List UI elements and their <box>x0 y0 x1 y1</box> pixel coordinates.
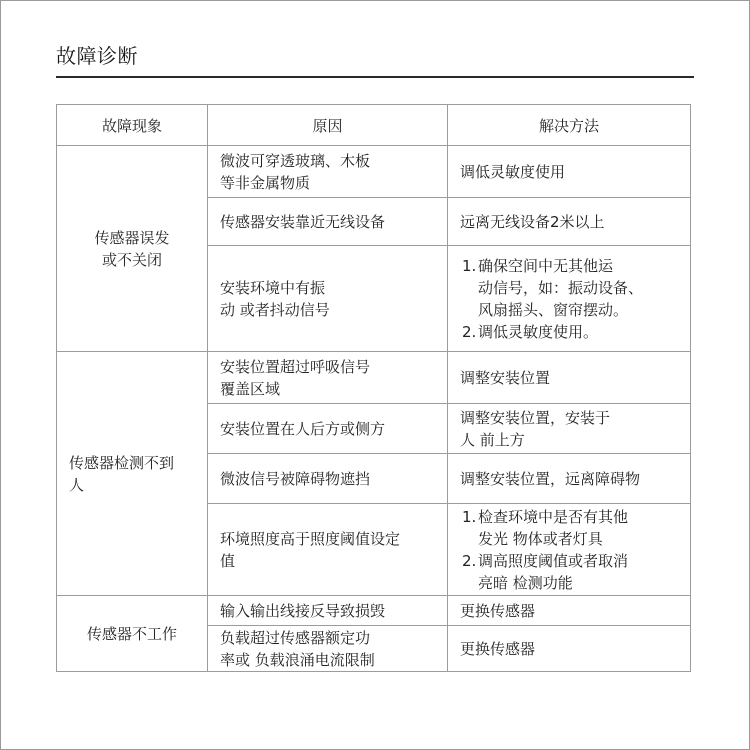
solution-cell <box>448 246 691 352</box>
solution-step: 检查环境中是否有其他 发光 物体或者灯具 <box>478 507 629 548</box>
header-cause: 原因 <box>208 105 448 146</box>
table-row <box>57 146 691 198</box>
table-row <box>57 352 691 404</box>
symptom-cell: 传感器误发 或不关闭 <box>57 146 208 352</box>
cause-cell: 环境照度高于照度阈值设定 值 <box>208 504 448 596</box>
solution-cell: 调整安装位置，远离障碍物 <box>448 454 691 504</box>
title-divider <box>56 76 694 78</box>
solution-cell: 调低灵敏度使用 <box>448 146 691 198</box>
cause-cell: 安装位置在人后方或侧方 <box>208 404 448 454</box>
cause-cell: 输入输出线接反导致损毁 <box>208 596 448 626</box>
solution-steps <box>460 506 684 594</box>
header-solution: 解决方法 <box>448 105 691 146</box>
symptom-cell <box>57 352 208 596</box>
solution-cell: 更换传感器 <box>448 596 691 626</box>
symptom-text: 传感器检测不到 人 <box>69 453 175 494</box>
table-header-row <box>57 105 691 146</box>
cause-cell: 安装位置超过呼吸信号 覆盖区域 <box>208 352 448 404</box>
solution-step: 调高照度阈值或者取消 亮暗 检测功能 <box>478 551 629 592</box>
cause-cell: 微波信号被障碍物遮挡 <box>208 454 448 504</box>
troubleshooting-table <box>56 104 691 672</box>
symptom-cell: 传感器不工作 <box>57 596 208 672</box>
solution-step: 确保空间中无其他运 动信号，如：振动设备、 风扇摇头、窗帘摆动。 <box>478 256 644 319</box>
table-row <box>57 596 691 626</box>
cause-cell: 负载超过传感器额定功 率或 负载浪涌电流限制 <box>208 626 448 672</box>
page-title: 故障诊断 <box>56 44 138 68</box>
solution-step: 调低灵敏度使用。 <box>478 322 599 341</box>
solution-cell: 更换传感器 <box>448 626 691 672</box>
solution-cell: 调整安装位置，安装于 人 前上方 <box>448 404 691 454</box>
solution-cell: 远离无线设备2米以上 <box>448 198 691 246</box>
solution-steps <box>460 255 684 343</box>
solution-cell <box>448 504 691 596</box>
header-symptom: 故障现象 <box>57 105 208 146</box>
cause-cell: 微波可穿透玻璃、木板 等非金属物质 <box>208 146 448 198</box>
solution-cell: 调整安装位置 <box>448 352 691 404</box>
cause-cell: 安装环境中有振 动 或者抖动信号 <box>208 246 448 352</box>
cause-cell: 传感器安装靠近无线设备 <box>208 198 448 246</box>
